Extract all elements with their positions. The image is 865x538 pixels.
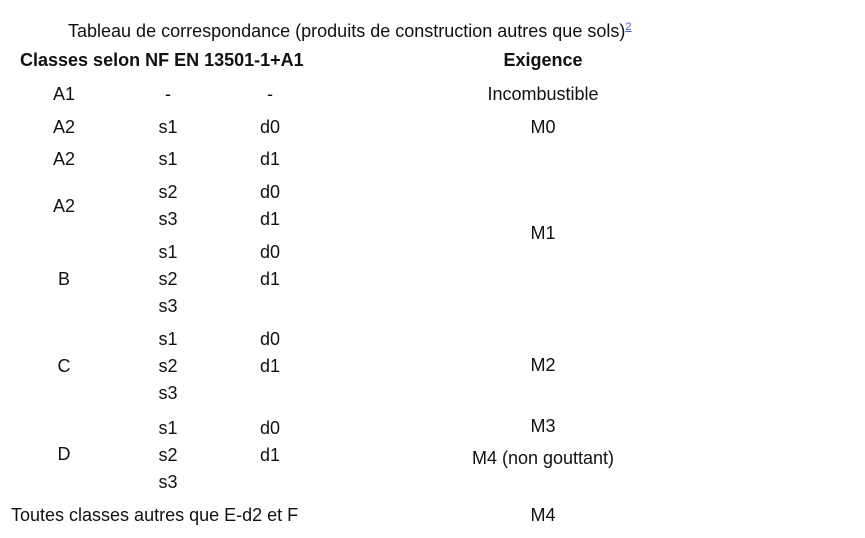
smoke-cell: s3 bbox=[158, 209, 178, 229]
droplet-cell: d0 bbox=[259, 117, 281, 137]
other-classes-label: Toutes classes autres que E-d2 et F bbox=[11, 505, 299, 525]
droplet-cell: - bbox=[267, 84, 273, 104]
exigence-cell: M2 bbox=[530, 355, 556, 375]
droplet-cell: d1 bbox=[259, 269, 281, 289]
droplet-cell: d0 bbox=[259, 329, 281, 349]
class-cell: D bbox=[57, 444, 71, 464]
smoke-cell: - bbox=[165, 84, 171, 104]
smoke-cell: s3 bbox=[158, 383, 178, 403]
smoke-cell: s1 bbox=[158, 329, 178, 349]
smoke-cell: s2 bbox=[158, 445, 178, 465]
smoke-cell: s1 bbox=[158, 117, 178, 137]
droplet-cell: d0 bbox=[259, 418, 281, 438]
smoke-cell: s1 bbox=[158, 149, 178, 169]
class-cell: A2 bbox=[52, 196, 76, 216]
class-cell: C bbox=[57, 356, 71, 376]
exigence-cell: M1 bbox=[530, 223, 556, 243]
table-title bbox=[68, 16, 631, 42]
header-exigence: Exigence bbox=[503, 50, 583, 70]
class-cell: A2 bbox=[52, 149, 76, 169]
exigence-cell: M4 (non gouttant) bbox=[471, 448, 615, 468]
droplet-cell: d1 bbox=[259, 445, 281, 465]
exigence-cell: M4 bbox=[530, 505, 556, 525]
smoke-cell: s1 bbox=[158, 418, 178, 438]
smoke-cell: s1 bbox=[158, 242, 178, 262]
class-cell: A1 bbox=[52, 84, 76, 104]
droplet-cell: d0 bbox=[259, 182, 281, 202]
smoke-cell: s2 bbox=[158, 182, 178, 202]
smoke-cell: s3 bbox=[158, 296, 178, 316]
droplet-cell: d1 bbox=[259, 209, 281, 229]
smoke-cell: s2 bbox=[158, 269, 178, 289]
smoke-cell: s2 bbox=[158, 356, 178, 376]
class-cell: B bbox=[57, 269, 71, 289]
exigence-cell: M0 bbox=[530, 117, 556, 137]
droplet-cell: d0 bbox=[259, 242, 281, 262]
table-title-text: Tableau de correspondance (produits de construction autres que sols) bbox=[68, 21, 626, 41]
header-classes: Classes selon NF EN 13501-1+A1 bbox=[20, 50, 304, 70]
exigence-cell: Incombustible bbox=[487, 84, 599, 104]
exigence-cell: M3 bbox=[530, 416, 556, 436]
class-cell: A2 bbox=[52, 117, 76, 137]
footnote-link[interactable]: 2 bbox=[625, 21, 632, 33]
smoke-cell: s3 bbox=[158, 472, 178, 492]
droplet-cell: d1 bbox=[259, 356, 281, 376]
droplet-cell: d1 bbox=[259, 149, 281, 169]
